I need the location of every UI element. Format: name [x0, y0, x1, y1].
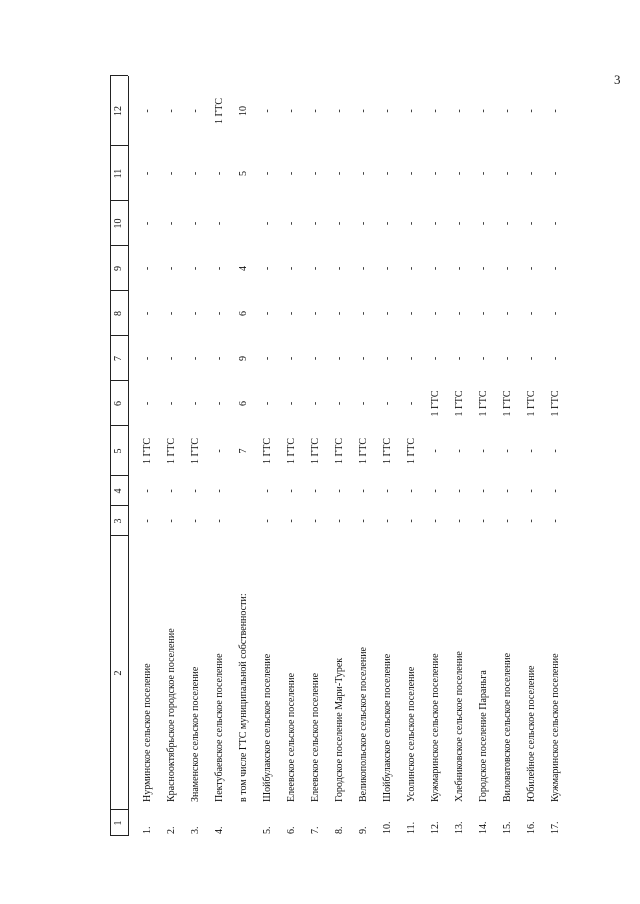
- cell-col-5: 7: [238, 448, 249, 454]
- cell-col-9: -: [334, 266, 345, 271]
- column-header-7: 7: [113, 356, 124, 361]
- cell-col-8: -: [454, 311, 465, 316]
- table-row: [520, 76, 544, 836]
- cell-col-5: -: [526, 449, 537, 453]
- cell-col-12: -: [358, 109, 369, 113]
- cell-col-12: -: [262, 109, 273, 113]
- settlement-name: Городское поселение Параньга: [478, 670, 489, 802]
- cell-col-11: -: [310, 171, 321, 176]
- header-divider: [110, 290, 128, 291]
- cell-col-10: -: [454, 221, 465, 226]
- cell-col-12: -: [526, 109, 537, 113]
- cell-col-6: 1 ГТС: [430, 390, 441, 417]
- cell-col-9: -: [142, 266, 153, 271]
- cell-col-4: -: [358, 489, 369, 493]
- settlement-name: Виловатовское сельское поселение: [502, 652, 513, 802]
- settlement-name: Знаменское сельское поселение: [190, 666, 201, 802]
- cell-col-7: -: [430, 356, 441, 361]
- page-number: 3: [614, 72, 621, 87]
- cell-col-3: -: [478, 519, 489, 523]
- cell-col-10: -: [286, 221, 297, 226]
- cell-col-3: -: [142, 519, 153, 523]
- cell-col-9: 4: [238, 266, 249, 271]
- header-divider: [110, 475, 128, 476]
- cell-col-4: -: [502, 489, 513, 493]
- header-divider: [110, 335, 128, 336]
- cell-col-4: -: [478, 489, 489, 493]
- cell-col-5: 1 ГТС: [286, 437, 297, 465]
- cell-col-8: -: [382, 311, 393, 316]
- table-row: [136, 76, 160, 836]
- cell-col-5: 1 ГТС: [142, 437, 153, 465]
- header-top-rule: [110, 76, 111, 836]
- cell-col-11: -: [358, 171, 369, 176]
- cell-col-6: -: [334, 401, 345, 406]
- cell-col-3: -: [550, 519, 561, 523]
- cell-col-5: -: [454, 449, 465, 453]
- cell-col-11: -: [478, 171, 489, 176]
- cell-col-10: -: [358, 221, 369, 226]
- cell-col-6: 1 ГТС: [550, 390, 561, 417]
- cell-col-10: -: [406, 221, 417, 226]
- settlement-name: Юбилейное сельское поселение: [526, 665, 537, 802]
- cell-col-3: -: [310, 519, 321, 523]
- settlement-name: Шойбулакское сельское поселение: [382, 653, 393, 802]
- cell-col-3: -: [382, 519, 393, 523]
- cell-col-4: -: [334, 489, 345, 493]
- cell-col-9: -: [310, 266, 321, 271]
- cell-col-6: -: [166, 401, 177, 406]
- cell-col-12: -: [478, 109, 489, 113]
- column-header-9: 9: [113, 266, 124, 271]
- table-row: [208, 76, 232, 836]
- cell-col-9: -: [190, 266, 201, 271]
- cell-col-4: -: [142, 489, 153, 493]
- table-row: [232, 76, 256, 836]
- cell-col-11: -: [454, 171, 465, 176]
- cell-col-8: -: [406, 311, 417, 316]
- header-divider: [110, 380, 128, 381]
- column-header-8: 8: [113, 311, 124, 316]
- cell-col-9: -: [262, 266, 273, 271]
- cell-col-11: -: [502, 171, 513, 176]
- table-row: [304, 76, 328, 836]
- cell-col-3: -: [526, 519, 537, 523]
- cell-col-9: -: [526, 266, 537, 271]
- table-row: [280, 76, 304, 836]
- column-header-11: 11: [113, 168, 124, 179]
- cell-col-7: -: [358, 356, 369, 361]
- cell-col-3: -: [262, 519, 273, 523]
- column-header-4: 4: [113, 488, 124, 494]
- table-row: [256, 76, 280, 836]
- row-number: 17.: [550, 821, 561, 834]
- cell-col-8: -: [334, 311, 345, 316]
- settlement-name: Нурминское сельское поселение: [142, 663, 153, 802]
- row-number: 16.: [526, 821, 537, 834]
- column-header-1: 1: [113, 820, 124, 826]
- cell-col-7: -: [334, 356, 345, 361]
- cell-col-6: 1 ГТС: [526, 390, 537, 417]
- row-number: 6.: [286, 826, 297, 834]
- cell-col-7: -: [142, 356, 153, 361]
- cell-col-6: -: [310, 401, 321, 406]
- cell-col-10: -: [310, 221, 321, 226]
- cell-col-8: -: [166, 311, 177, 316]
- cell-col-7: -: [550, 356, 561, 361]
- cell-col-4: -: [310, 489, 321, 493]
- cell-col-7: -: [214, 356, 225, 361]
- cell-col-6: 6: [238, 401, 249, 406]
- cell-col-10: [232, 201, 256, 246]
- cell-col-8: -: [310, 311, 321, 316]
- cell-col-7: -: [382, 356, 393, 361]
- cell-col-7: -: [190, 356, 201, 361]
- row-number: 9.: [358, 826, 369, 834]
- cell-col-6: -: [406, 401, 417, 406]
- row-number: 14.: [478, 821, 489, 834]
- cell-col-3: -: [406, 519, 417, 523]
- cell-col-10: -: [190, 221, 201, 226]
- cell-col-12: -: [166, 109, 177, 113]
- cell-col-4: -: [454, 489, 465, 493]
- cell-col-5: -: [502, 449, 513, 453]
- cell-col-10: -: [430, 221, 441, 226]
- header-divider: [110, 425, 128, 426]
- cell-col-5: 1 ГТС: [310, 437, 321, 465]
- settlement-name: в том числе ГТС муниципальной собственности:: [238, 593, 249, 802]
- table-row: [544, 76, 568, 836]
- cell-col-4: -: [406, 489, 417, 493]
- cell-col-8: 6: [238, 311, 249, 316]
- row-number: 5.: [262, 826, 273, 834]
- cell-col-6: -: [382, 401, 393, 406]
- settlement-name: Шойбулакское сельское поселение: [262, 653, 273, 802]
- settlement-name: Пектубаевское сельское поселение: [214, 653, 225, 802]
- row-number: 1.: [142, 826, 153, 834]
- cell-col-12: -: [310, 109, 321, 113]
- cell-col-4: -: [214, 489, 225, 493]
- cell-col-8: -: [478, 311, 489, 316]
- header-divider: [110, 245, 128, 246]
- cell-col-8: -: [502, 311, 513, 316]
- cell-col-5: 1 ГТС: [406, 437, 417, 465]
- cell-col-12: -: [502, 109, 513, 113]
- cell-col-11: -: [286, 171, 297, 176]
- cell-col-11: -: [430, 171, 441, 176]
- table-row: [352, 76, 376, 836]
- cell-col-12: -: [454, 109, 465, 113]
- cell-col-4: [232, 476, 256, 506]
- table-row: [496, 76, 520, 836]
- cell-col-9: -: [430, 266, 441, 271]
- cell-col-9: -: [454, 266, 465, 271]
- cell-col-5: -: [214, 449, 225, 453]
- cell-col-3: -: [334, 519, 345, 523]
- cell-col-7: -: [166, 356, 177, 361]
- cell-col-7: -: [286, 356, 297, 361]
- cell-col-7: -: [502, 356, 513, 361]
- settlement-name: Кужмаринское сельское поселение: [550, 653, 561, 802]
- cell-col-5: -: [478, 449, 489, 453]
- cell-col-8: -: [286, 311, 297, 316]
- cell-col-8: -: [358, 311, 369, 316]
- cell-col-10: -: [142, 221, 153, 226]
- cell-col-9: -: [166, 266, 177, 271]
- cell-col-7: -: [478, 356, 489, 361]
- header-divider: [110, 809, 128, 810]
- header-divider: [110, 505, 128, 506]
- cell-col-12: -: [190, 109, 201, 113]
- cell-col-7: -: [454, 356, 465, 361]
- cell-col-11: -: [550, 171, 561, 176]
- cell-col-5: 1 ГТС: [334, 437, 345, 465]
- cell-col-9: -: [214, 266, 225, 271]
- cell-col-8: -: [190, 311, 201, 316]
- cell-col-10: -: [166, 221, 177, 226]
- cell-col-6: -: [214, 401, 225, 406]
- cell-col-9: -: [502, 266, 513, 271]
- cell-col-3: -: [358, 519, 369, 523]
- cell-col-10: -: [550, 221, 561, 226]
- header-bottom-rule: [128, 76, 129, 836]
- row-number: 15.: [502, 821, 513, 834]
- settlement-name: Городское поселение Мари-Турек: [334, 657, 345, 802]
- cell-col-6: -: [262, 401, 273, 406]
- cell-col-4: -: [382, 489, 393, 493]
- cell-col-8: -: [430, 311, 441, 316]
- cell-col-6: -: [358, 401, 369, 406]
- cell-col-5: 1 ГТС: [262, 437, 273, 465]
- cell-col-10: -: [382, 221, 393, 226]
- cell-col-12: -: [142, 109, 153, 113]
- cell-col-5: -: [550, 449, 561, 453]
- cell-col-3: -: [430, 519, 441, 523]
- cell-col-9: -: [286, 266, 297, 271]
- cell-col-3: -: [166, 519, 177, 523]
- cell-col-12: 1 ГТС: [214, 97, 225, 125]
- cell-col-6: -: [190, 401, 201, 406]
- cell-col-4: -: [166, 489, 177, 493]
- table-row: [448, 76, 472, 836]
- cell-col-5: 1 ГТС: [358, 437, 369, 465]
- row-number: [232, 808, 256, 836]
- cell-col-4: -: [286, 489, 297, 493]
- cell-col-3: -: [454, 519, 465, 523]
- cell-col-11: -: [262, 171, 273, 176]
- settlement-name: Усолинское сельское поселение: [406, 666, 417, 802]
- column-header-10: 10: [113, 218, 124, 229]
- table-row: [376, 76, 400, 836]
- header-divider: [110, 145, 128, 146]
- cell-col-11: -: [142, 171, 153, 176]
- cell-col-12: 10: [238, 106, 249, 116]
- cell-col-7: -: [526, 356, 537, 361]
- cell-col-8: -: [214, 311, 225, 316]
- row-number: 10.: [382, 821, 393, 834]
- table-row: [160, 76, 184, 836]
- row-number: 7.: [310, 826, 321, 834]
- cell-col-9: -: [550, 266, 561, 271]
- cell-col-5: -: [430, 449, 441, 453]
- cell-col-7: 9: [238, 356, 249, 361]
- column-header-6: 6: [113, 401, 124, 406]
- cell-col-9: -: [478, 266, 489, 271]
- header-divider: [110, 75, 128, 76]
- cell-col-9: -: [406, 266, 417, 271]
- cell-col-4: -: [526, 489, 537, 493]
- row-number: 8.: [334, 826, 345, 834]
- cell-col-10: -: [502, 221, 513, 226]
- cell-col-10: -: [334, 221, 345, 226]
- cell-col-6: 1 ГТС: [502, 390, 513, 417]
- cell-col-12: -: [286, 109, 297, 113]
- column-header-12: 12: [113, 106, 124, 116]
- cell-col-8: -: [550, 311, 561, 316]
- cell-col-10: -: [214, 221, 225, 226]
- cell-col-8: -: [142, 311, 153, 316]
- cell-col-9: -: [358, 266, 369, 271]
- cell-col-12: -: [430, 109, 441, 113]
- cell-col-3: -: [214, 519, 225, 523]
- column-header-2: 2: [113, 670, 124, 676]
- cell-col-3: -: [286, 519, 297, 523]
- cell-col-10: -: [478, 221, 489, 226]
- cell-col-11: -: [166, 171, 177, 176]
- table-row: [400, 76, 424, 836]
- cell-col-4: -: [262, 489, 273, 493]
- cell-col-7: -: [310, 356, 321, 361]
- settlement-name: Кужмаринское сельское поселение: [430, 653, 441, 802]
- settlement-name: Красноoктябрьское городское поселение: [166, 628, 177, 802]
- cell-col-3: -: [190, 519, 201, 523]
- cell-col-6: -: [286, 401, 297, 406]
- row-number: 2.: [166, 826, 177, 834]
- data-table: [110, 76, 630, 836]
- row-number: 3.: [190, 826, 201, 834]
- cell-col-11: -: [214, 171, 225, 176]
- cell-col-3: [232, 506, 256, 536]
- cell-col-4: -: [430, 489, 441, 493]
- header-divider: [110, 835, 128, 836]
- settlement-name: Елеевское сельское поселение: [310, 672, 321, 802]
- cell-col-11: 5: [238, 171, 249, 176]
- cell-col-8: -: [262, 311, 273, 316]
- settlement-name: Великопольское сельское поселение: [358, 647, 369, 802]
- cell-col-5: 1 ГТС: [382, 437, 393, 465]
- table-row: [184, 76, 208, 836]
- cell-col-12: -: [334, 109, 345, 113]
- cell-col-11: -: [526, 171, 537, 176]
- column-header-3: 3: [113, 518, 124, 524]
- cell-col-9: -: [382, 266, 393, 271]
- row-number: 11.: [406, 821, 417, 834]
- cell-col-4: -: [550, 489, 561, 493]
- cell-col-11: -: [406, 171, 417, 176]
- row-number: 13.: [454, 821, 465, 834]
- cell-col-11: -: [382, 171, 393, 176]
- header-divider: [110, 200, 128, 201]
- column-header-5: 5: [113, 448, 124, 454]
- cell-col-7: -: [262, 356, 273, 361]
- cell-col-10: -: [262, 221, 273, 226]
- row-number: 4.: [214, 826, 225, 834]
- table-row: [328, 76, 352, 836]
- header-divider: [110, 535, 128, 536]
- cell-col-10: -: [526, 221, 537, 226]
- cell-col-11: -: [334, 171, 345, 176]
- cell-col-6: -: [142, 401, 153, 406]
- cell-col-6: 1 ГТС: [478, 390, 489, 417]
- cell-col-12: -: [406, 109, 417, 113]
- cell-col-5: 1 ГТС: [166, 437, 177, 465]
- cell-col-7: -: [406, 356, 417, 361]
- cell-col-5: 1 ГТС: [190, 437, 201, 465]
- settlement-name: Елеевское сельское поселение: [286, 672, 297, 802]
- table-row: [472, 76, 496, 836]
- row-number: 12.: [430, 821, 441, 834]
- cell-col-4: -: [190, 489, 201, 493]
- settlement-name: Хлебниковское сельское поселение: [454, 651, 465, 802]
- cell-col-6: 1 ГТС: [454, 390, 465, 417]
- cell-col-3: -: [502, 519, 513, 523]
- cell-col-8: -: [526, 311, 537, 316]
- cell-col-12: -: [382, 109, 393, 113]
- cell-col-12: -: [550, 109, 561, 113]
- table-row: [424, 76, 448, 836]
- cell-col-11: -: [190, 171, 201, 176]
